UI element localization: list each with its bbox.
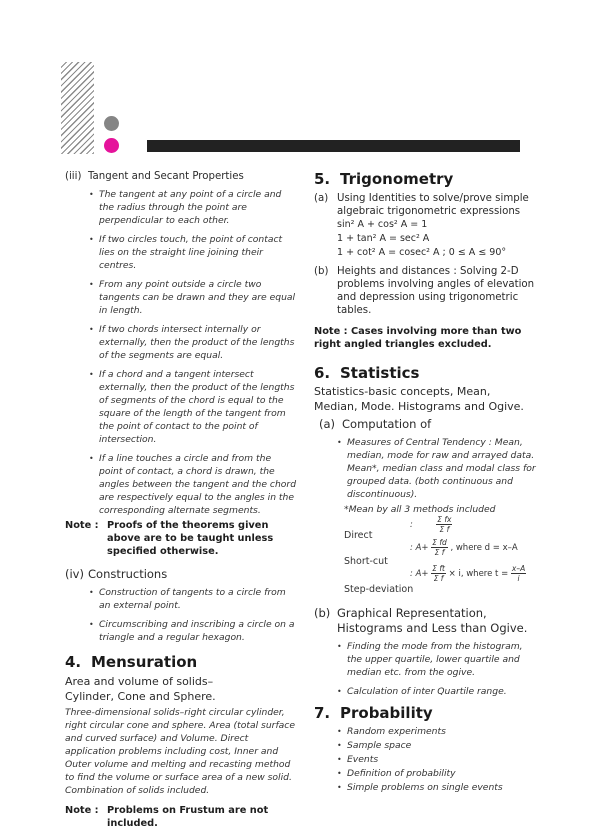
method-direct-label: Direct bbox=[344, 530, 373, 541]
numerator: Σ ft bbox=[432, 564, 445, 573]
direct-formula bbox=[410, 515, 452, 534]
trig-identity: 1 + tan² A = sec² A bbox=[337, 233, 430, 244]
item-number: (a) bbox=[314, 193, 329, 204]
trig-identity: 1 + cot² A = cosec² A ; 0 ≤ A ≤ 90° bbox=[337, 247, 507, 258]
fraction bbox=[431, 564, 446, 583]
grey-dot-decoration bbox=[104, 116, 119, 131]
section-title: Constructions bbox=[88, 567, 168, 581]
item-number: (b) bbox=[314, 266, 329, 277]
heading-number: 4. bbox=[65, 653, 82, 671]
list-item: • If two chords intersect internally or externally, then the product of the lengths of the segments are equal. bbox=[89, 323, 297, 362]
list-item: • If a chord and a tangent intersect externally, then the product of the lengths of segments of the chord is equal to the square of the length of the tangent from the point of contact to the point of intersection. bbox=[89, 368, 297, 446]
heading-title: Statistics bbox=[340, 364, 420, 382]
pink-dot-decoration bbox=[104, 138, 119, 153]
mensuration-heading bbox=[65, 653, 297, 671]
item-text: Heights and distances : Solving 2-D problems involving angles of elevation and depression using trigonometric tables. bbox=[337, 266, 535, 316]
note-triangles: Note : Cases involving more than two right angled triangles excluded. bbox=[314, 326, 522, 350]
denominator: i bbox=[517, 574, 520, 583]
list-item: • Finding the mode from the histogram, the upper quartile, lower quartile and median etc. from the ogive. bbox=[337, 640, 536, 679]
note-proofs bbox=[65, 519, 297, 558]
note-label: Note : bbox=[65, 520, 99, 531]
stats-item-a bbox=[314, 417, 536, 432]
section-iv-heading bbox=[65, 567, 297, 582]
formula-prefix: : A+ bbox=[410, 569, 429, 579]
item-title: Graphical Representation, Histograms and Less than Ogive. bbox=[337, 606, 528, 635]
item-text: Using Identities to solve/prove simple algebraic trigonometric expressions bbox=[337, 193, 529, 217]
mensuration-body: Three-dimensional solids–right circular cylinder, right circular cone and sphere. Area (total surface and curved surface) and Volume. Direct application problems including cost, Inner and Outer volume and melting and recasting method to find the volume or surface area of a new solid. Combination of solids included. bbox=[65, 707, 296, 796]
list-item: • Events bbox=[337, 753, 536, 766]
probability-heading bbox=[314, 704, 536, 722]
item-number: (a) bbox=[319, 417, 336, 431]
list-item: • Calculation of inter Quartile range. bbox=[337, 685, 536, 698]
denominator: Σ f bbox=[434, 548, 445, 557]
stats-item-b bbox=[314, 606, 536, 636]
colon: : bbox=[410, 520, 413, 530]
probability-list bbox=[337, 725, 536, 794]
list-item: • Random experiments bbox=[337, 725, 536, 738]
list-item: • Measures of Central Tendency : Mean, median, mode for raw and arrayed data. Mean*, median class and modal class for grouped data. (both continuous and discontinuous). bbox=[337, 436, 536, 501]
heading-title: Trigonometry bbox=[340, 170, 454, 188]
list-item: • Simple problems on single events bbox=[337, 781, 536, 794]
note-frustum bbox=[65, 804, 297, 830]
list-item: • The tangent at any point of a circle and the radius through the point are perpendicular to each other. bbox=[89, 188, 297, 227]
formula-prefix: : A+ bbox=[410, 543, 429, 553]
trig-identity: sin² A + cos² A = 1 bbox=[337, 219, 428, 230]
shortcut-formula bbox=[410, 538, 518, 557]
statistics-intro: Statistics-basic concepts, Mean, Median, Mode. Histograms and Ogive. bbox=[314, 385, 524, 413]
heading-number: 5. bbox=[314, 170, 331, 188]
mean-note: *Mean by all 3 methods included bbox=[344, 504, 496, 515]
item-title: Computation of bbox=[342, 417, 432, 431]
section-number: (iii) bbox=[65, 171, 82, 182]
trig-item-b bbox=[314, 265, 536, 317]
numerator: Σ fd bbox=[432, 538, 447, 547]
list-item: • Definition of probability bbox=[337, 767, 536, 780]
fraction bbox=[431, 538, 448, 557]
fraction bbox=[436, 515, 452, 534]
item-number: (b) bbox=[314, 606, 331, 620]
list-item: • Construction of tangents to a circle from an external point. bbox=[89, 586, 297, 612]
constructions-list bbox=[89, 586, 297, 644]
denominator: Σ f bbox=[433, 574, 444, 583]
section-title: Tangent and Secant Properties bbox=[88, 171, 244, 182]
note-text: Proofs of the theorems given above are to be taught unless specified otherwise. bbox=[107, 520, 274, 557]
right-column bbox=[314, 170, 536, 795]
denominator: Σ f bbox=[439, 525, 450, 534]
tangent-properties-list bbox=[89, 188, 297, 517]
list-item: • Sample space bbox=[337, 739, 536, 752]
numerator: Σ fx bbox=[437, 515, 452, 524]
heading-number: 6. bbox=[314, 364, 331, 382]
section-number: (iv) bbox=[65, 567, 84, 581]
graphical-list bbox=[337, 640, 536, 698]
step-deviation-formula bbox=[410, 564, 526, 583]
formula-suffix: , where d = x–A bbox=[450, 543, 518, 553]
section-iii-heading bbox=[65, 170, 297, 183]
list-item: • If two circles touch, the point of contact lies on the straight line joining their centres. bbox=[89, 233, 297, 272]
mensuration-subtitle: Area and volume of solids–Cylinder, Cone and Sphere. bbox=[65, 675, 216, 703]
trigonometry-heading bbox=[314, 170, 536, 188]
list-item: • From any point outside a circle two tangents can be drawn and they are equal in length. bbox=[89, 278, 297, 317]
hatch-decoration bbox=[61, 62, 94, 154]
list-item: • If a line touches a circle and from the point of contact, a chord is drawn, the angles between the tangent and the chord are respectively equal to the angles in the corresponding alternate segments. bbox=[89, 452, 297, 517]
numerator: x–A bbox=[511, 564, 526, 573]
fraction bbox=[511, 564, 526, 583]
statistics-heading bbox=[314, 364, 536, 382]
trig-item-a bbox=[314, 192, 536, 218]
formula-middle: × i, where t = bbox=[448, 569, 509, 579]
note-label: Note : bbox=[65, 805, 99, 816]
note-text: Problems on Frustum are not included. bbox=[107, 805, 269, 829]
mean-methods-block bbox=[314, 516, 536, 606]
heading-title: Probability bbox=[340, 704, 433, 722]
header-bar bbox=[147, 140, 520, 152]
central-tendency-list bbox=[337, 436, 536, 501]
heading-number: 7. bbox=[314, 704, 331, 722]
left-column bbox=[65, 170, 297, 830]
method-step-label: Step-deviation bbox=[344, 584, 414, 595]
heading-title: Mensuration bbox=[91, 653, 198, 671]
list-item: • Circumscribing and inscribing a circle on a triangle and a regular hexagon. bbox=[89, 618, 297, 644]
method-shortcut-label: Short-cut bbox=[344, 556, 388, 567]
